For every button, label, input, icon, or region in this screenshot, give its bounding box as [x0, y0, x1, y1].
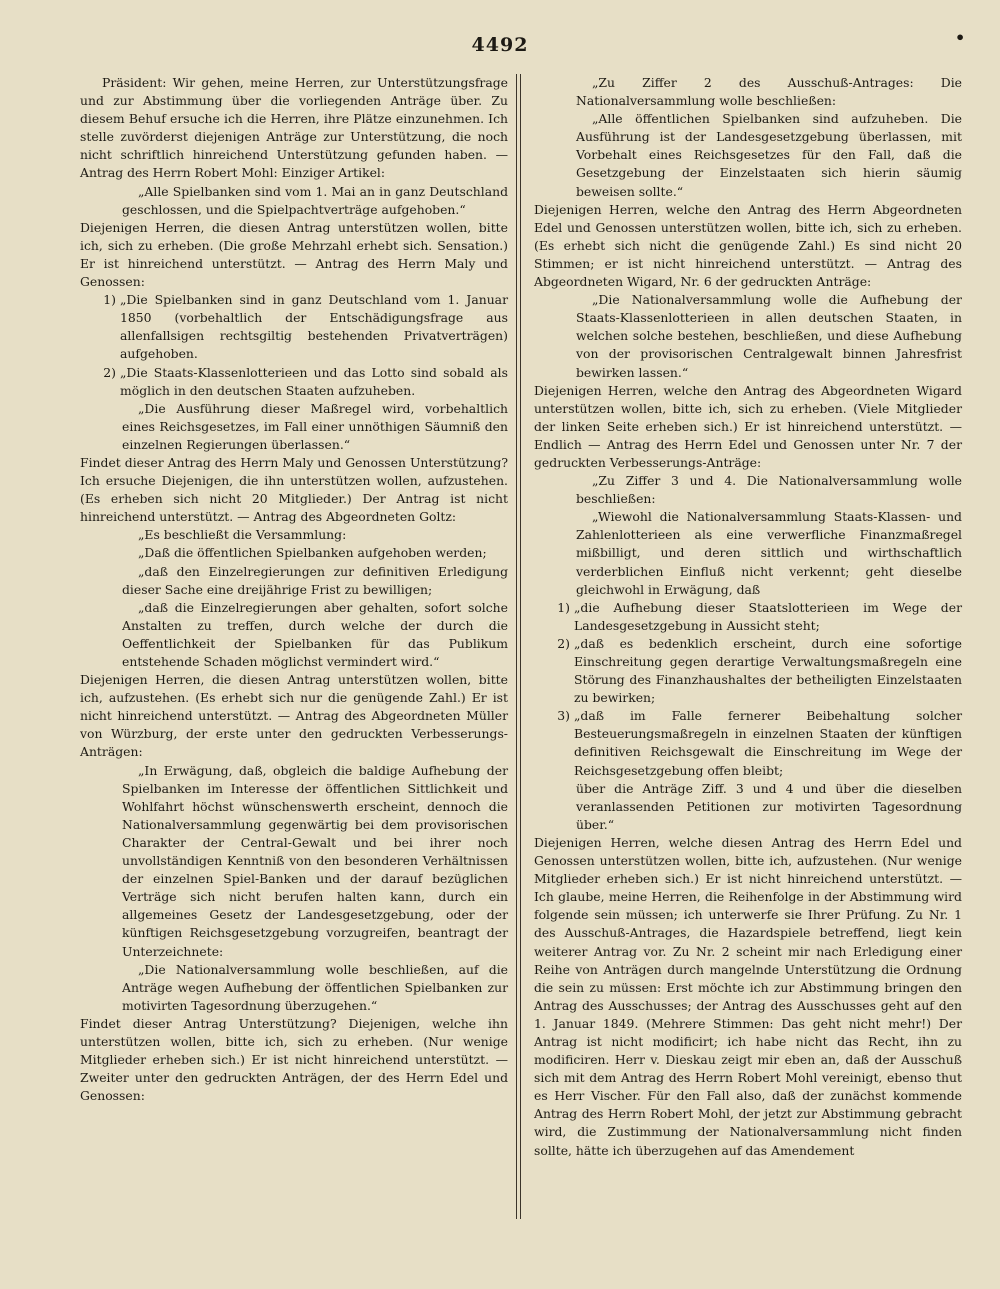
item-text: „die Aufhebung dieser Staatslotterieen im Wege der Landesgesetzgebung in Aussicht steht; [574, 599, 962, 633]
quote: „Daß die öffentlichen Spielbanken aufgehoben werden; [138, 545, 487, 561]
numbered-item [534, 707, 962, 779]
quote: „Zu Ziffer 3 und 4. Die Nationalversammlung wolle beschließen: [576, 473, 962, 507]
paragraph: Diejenigen Herren, die diesen Antrag unterstützen wollen, bitte ich, sich zu erheben. (Die große Mehrzahl erhebt sich. Sensation.) Er ist hinreichend unterstützt. — Antrag des Herrn Maly und Genossen: [80, 219, 508, 290]
item-text: „Die Staats-Klassenlotterieen und das Lotto sind sobald als möglich in den deutschen Staaten aufzuheben. [120, 364, 508, 398]
quote: „Zu Ziffer 2 des Ausschuß-Antrages: Die Nationalversammlung wolle beschließen: [576, 75, 962, 109]
numbered-item [534, 635, 962, 707]
page-mark: • [955, 28, 966, 47]
right-column [534, 74, 962, 1160]
column-divider [516, 74, 521, 1219]
item-text: „daß im Falle fernerer Beibehaltung solcher Besteuerungsmaßregeln in einzelnen Staaten der künftigen definitiven Reichsgewalt die Einschreitung im Wege der Reichsgesetzgebung offen bleibt; [574, 708, 962, 778]
numbered-item [80, 364, 508, 400]
left-column [80, 74, 508, 1105]
quote: „In Erwägung, daß, obgleich die baldige Aufhebung der Spielbanken im Interesse der öffentlichen Sittlichkeit und Wohlfahrt höchst wünschenswerth erscheint, dennoch die Nationalversammlung gegenwärtig bei dem provisorischen Charakter der Central-Gewalt und bei ihrer noch unvollständigen Kenntniß von den besonderen Verhältnissen der einzelnen Spiel-Banken und der darauf bezüglichen Verträge sich nicht berufen halten kann, durch ein allgemeines Gesetz der Landesgesetzgebung, oder der künftigen Reichsgesetzgebung vorzugreifen, beantragt der Unterzeichnete: [122, 762, 508, 959]
item-text: „Die Spielbanken sind in ganz Deutschland vom 1. Januar 1850 (vorbehaltlich der Entschädigungsfrage aus allenfallsigen rechtsgiltig bestehenden Privatverträgen) aufgehoben. [120, 292, 508, 362]
quote: „Die Ausführung dieser Maßregel wird, vorbehaltlich eines Reichsgesetzes, im Fall einer unnöthigen Säumniß den einzelnen Regierungen überlassen.“ [122, 400, 508, 452]
item-number: 1) [557, 599, 570, 615]
quote: „Die Nationalversammlung wolle die Aufhebung der Staats-Klassenlotterieen in allen deutschen Staaten, in welchen solche bestehen, beschließen, und diese Aufhebung von der provisorischen Centralgewalt binnen Jahresfrist bewirken lassen.“ [576, 292, 962, 380]
quote: „Es beschließt die Versammlung: [138, 527, 347, 543]
quote: „Alle Spielbanken sind vom 1. Mai an in ganz Deutschland geschlossen, und die Spielpachtverträge aufgehoben.“ [122, 183, 508, 217]
numbered-item [80, 291, 508, 363]
quote: „Die Nationalversammlung wolle beschließen, auf die Anträge wegen Aufhebung der öffentlichen Spielbanken zur motivirten Tagesordnung überzugehen.“ [122, 961, 508, 1013]
quote: „Wiewohl die Nationalversammlung Staats-Klassen- und Zahlenlotterieen als eine verwerfliche Finanzmaßregel mißbilligt, und deren sittlich und wirthschaftlich verderblichen Einfluß nicht verkennt; geht dieselbe gleichwohl in Erwägung, daß [576, 509, 962, 597]
paragraph: Diejenigen Herren, welche den Antrag des Herrn Abgeordneten Edel und Genossen unterstützen wollen, bitte ich, sich zu erheben. (Es erhebt sich nicht die genügende Zahl.) Es sind nicht 20 Stimmen; er ist nicht hinreichend unterstützt. — Antrag des Abgeordneten Wigard, Nr. 6 der gedruckten Anträge: [534, 201, 962, 290]
paragraph: Diejenigen Herren, die diesen Antrag unterstützen wollen, bitte ich, aufzustehen. (Es erhebt sich nur die genügende Zahl.) Er ist nicht hinreichend unterstützt. — Antrag des Abgeordneten Müller von Würzburg, der erste unter den gedruckten Verbesserungs-Anträgen: [80, 672, 508, 760]
quote: „daß die Einzelregierungen aber gehalten, sofort solche Anstalten zu treffen, durch welche der durch die Oeffentlichkeit der Spielbanken für das Publikum entstehende Schaden möglichst vermindert wird.“ [122, 599, 508, 669]
item-number: 2) [557, 635, 570, 651]
quote: „daß den Einzelregierungen zur definitiven Erledigung dieser Sache eine dreijährige Frist zu bewilligen; [122, 563, 508, 597]
paragraph: Präsident: Wir gehen, meine Herren, zur Unterstützungsfrage und zur Abstimmung über die vorliegenden Anträge über. Zu diesem Behuf ersuche ich die Herren, ihre Plätze einzunehmen. Ich stelle zuvörderst diejenigen Anträge zur Unterstützung, die noch nicht schriftlich hinreichend Unterstützung gefunden haben. — Antrag des Herrn Robert Mohl: Einziger Artikel: [80, 75, 508, 181]
item-number: 1) [103, 292, 116, 308]
paragraph: Diejenigen Herren, welche diesen Antrag des Herrn Edel und Genossen unterstützen wollen, bitte ich, aufzustehen. (Nur wenige Mitglieder erheben sich.) Er ist nicht hinreichend unterstützt. — Ich glaube, meine Herren, die Reihenfolge in der Abstimmung wird folgende sein müssen; ich unterwerfe sie Ihrer Prüfung. Zu Nr. 1 des Ausschuß-Antrages, die Hazardspiele betreffend, liegt kein weiterer Antrag vor. Zu Nr. 2 scheint mir nach Erledigung einer Reihe von Anträgen durch mangelnde Unterstützung die Ordnung die sein zu müssen: Erst möchte ich zur Abstimmung bringen den Antrag des Ausschusses; der Antrag des Ausschusses geht auf den 1. Januar 1849. (Mehrere Stimmen: Das geht nicht mehr!) Der Antrag ist nicht modificirt; ich habe nicht das Recht, ihn zu modificiren. Herr v. Dieskau zeigt mir eben an, daß der Ausschuß sich mit dem Antrag des Herrn Robert Mohl vereinigt, ebenso thut es Herr Vischer. Für den Fall also, daß der zunächst kommende Antrag des Herrn Robert Mohl, der jetzt zur Abstimmung gebracht wird, die Zustimmung der Nationalversammlung nicht finden sollte, hätte ich überzugehen auf das Amendement [534, 834, 962, 1158]
item-number: 3) [557, 708, 570, 724]
paragraph: Findet dieser Antrag des Herrn Maly und Genossen Unterstützung? Ich ersuche Diejenigen, die ihn unterstützen wollen, aufzustehen. (Es erheben sich nicht 20 Mitglieder.) Der Antrag ist nicht hinreichend unterstützt. — Antrag des Abgeordneten Goltz: [80, 454, 508, 525]
quote: über die Anträge Ziff. 3 und 4 und über die dieselben veranlassenden Petitionen zur motivirten Tagesordnung über.“ [576, 780, 962, 832]
paragraph: Findet dieser Antrag Unterstützung? Diejenigen, welche ihn unterstützen wollen, bitte ich, sich zu erheben. (Nur wenige Mitglieder erheben sich.) Er ist nicht hinreichend unterstützt. — Zweiter unter den gedruckten Anträgen, der des Herrn Edel und Genossen: [80, 1015, 508, 1104]
page-number: 4492 [471, 34, 529, 56]
item-text: „daß es bedenklich erscheint, durch eine sofortige Einschreitung gegen derartige Verwaltungsmaßregeln eine Störung des Finanzhaushaltes der betheiligten Einzelstaaten zu bewirken; [574, 635, 962, 706]
quote: „Alle öffentlichen Spielbanken sind aufzuheben. Die Ausführung ist der Landesgesetzgebung überlassen, mit Vorbehalt eines Reichsgesetzes für den Fall, daß die Gesetzgebung der Einzelstaaten sich hierin säumig beweisen sollte.“ [576, 111, 962, 199]
paragraph: Diejenigen Herren, welche den Antrag des Abgeordneten Wigard unterstützen wollen, bitte ich, sich zu erheben. (Viele Mitglieder der linken Seite erheben sich.) Er ist hinreichend unterstützt. — Endlich — Antrag des Herrn Edel und Genossen unter Nr. 7 der gedruckten Verbesserungs-Anträge: [534, 382, 962, 470]
numbered-item [534, 599, 962, 635]
item-number: 2) [103, 364, 116, 380]
